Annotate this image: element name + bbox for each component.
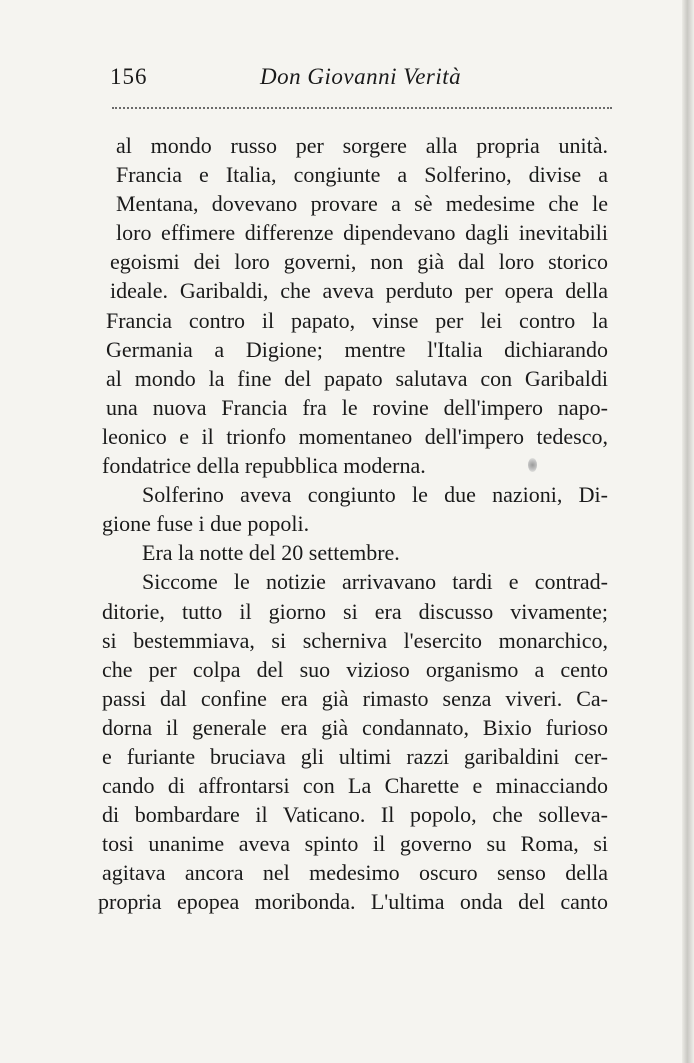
page-number: 156 bbox=[110, 64, 148, 89]
text-line: una nuova Francia fra le rovine dell'impero napo- bbox=[106, 394, 608, 420]
page-edge-shadow bbox=[682, 0, 694, 1063]
text-line: al mondo russo per sorgere alla propria unità. bbox=[116, 133, 608, 158]
text-line: dorna il generale era già condannato, Bixio furioso bbox=[102, 714, 608, 740]
text-line: e furiante bruciava gli ultimi razzi garibaldini cer- bbox=[102, 743, 608, 769]
page-header bbox=[110, 62, 612, 96]
header-rule bbox=[112, 107, 612, 109]
text-line: Mentana, dovevano provare a sè medesime che le bbox=[116, 191, 608, 217]
text-line: al mondo la fine del papato salutava con Garibaldi bbox=[106, 365, 608, 391]
text-line: Francia contro il papato, vinse per lei contro la bbox=[106, 307, 608, 333]
text-line: si bestemmiava, si scherniva l'esercito monarchico, bbox=[102, 627, 608, 653]
text-line: gione fuse i due popoli. bbox=[102, 511, 310, 537]
text-line: egoismi dei loro governi, non già dal loro storico bbox=[110, 249, 608, 275]
running-title: Don Giovanni Verità bbox=[260, 64, 462, 89]
text-line: Francia e Italia, congiunte a Solferino, divise a bbox=[116, 162, 608, 188]
ink-smudge bbox=[528, 458, 537, 472]
text-line: leonico e il trionfo momentaneo dell'impero tedesco, bbox=[102, 423, 608, 449]
text-line: cando di affrontarsi con La Charette e minacciando bbox=[102, 773, 608, 799]
text-line: che per colpa del suo vizioso organismo a cento bbox=[102, 656, 608, 682]
text-line: Siccome le notizie arrivavano tardi e contrad- bbox=[142, 569, 608, 595]
text-line: agitava ancora nel medesimo oscuro senso della bbox=[102, 860, 608, 886]
text-line: Solferino aveva congiunto le due nazioni, Di- bbox=[142, 482, 608, 508]
text-line: ideale. Garibaldi, che aveva perduto per opera della bbox=[110, 278, 608, 304]
text-line: di bombardare il Vaticano. Il popolo, che solleva- bbox=[102, 802, 608, 828]
text-line: Germania a Digione; mentre l'Italia dichiarando bbox=[106, 336, 608, 362]
text-line: loro effimere differenze dipendevano dagli inevitabili bbox=[116, 220, 608, 246]
body-text bbox=[98, 131, 608, 917]
text-line: ditorie, tutto il giorno si era discusso vivamente; bbox=[102, 598, 608, 624]
text-line: propria epopea moribonda. L'ultima onda del canto bbox=[98, 889, 608, 915]
text-line: passi dal confine era già rimasto senza viveri. Ca- bbox=[102, 685, 608, 711]
text-line: Era la notte del 20 settembre. bbox=[142, 540, 400, 566]
text-line: fondatrice della repubblica moderna. bbox=[102, 453, 426, 479]
text-line: tosi unanime aveva spinto il governo su Roma, si bbox=[102, 831, 608, 857]
